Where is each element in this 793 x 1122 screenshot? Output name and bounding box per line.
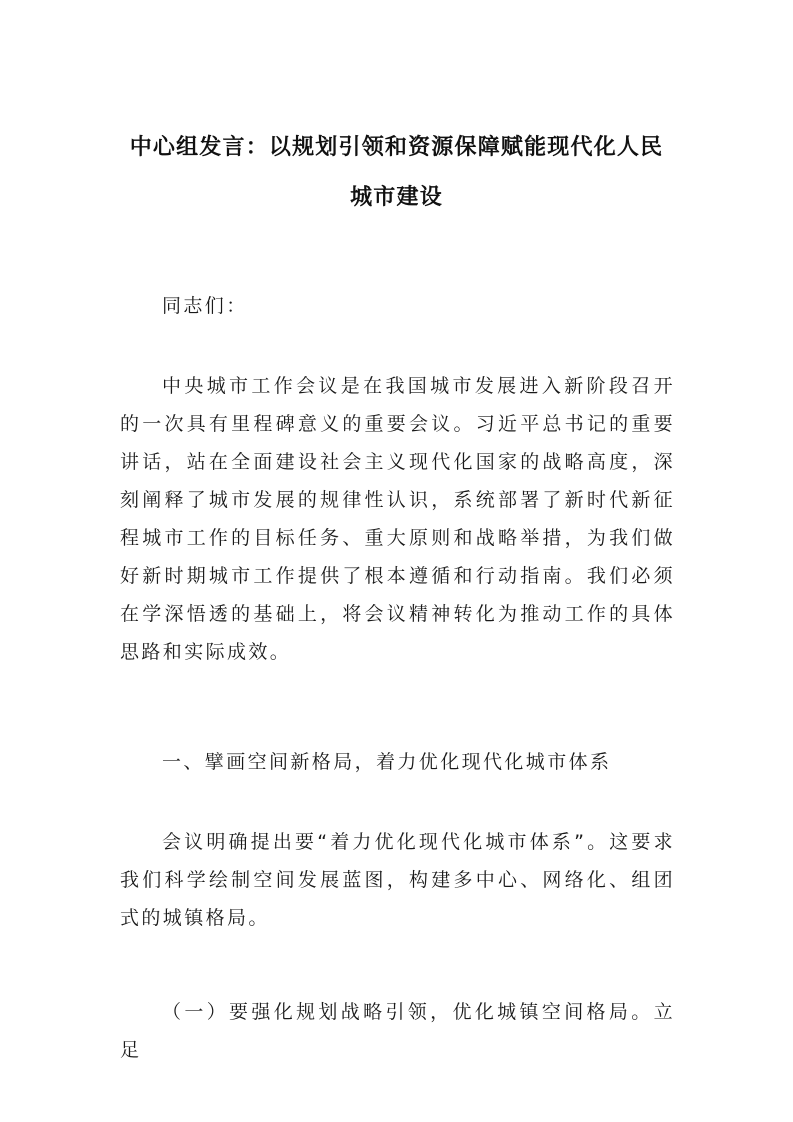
subsection-1-start: （一）要强化规划战略引领，优化城镇空间格局。立足	[120, 1001, 675, 1061]
section-1-heading: 一、擘画空间新格局，着力优化现代化城市体系	[162, 751, 612, 773]
document-title	[100, 122, 693, 222]
greeting-paragraph: 同志们：	[162, 295, 248, 317]
title-line-1: 中心组发言：以规划引领和资源保障赋能现代化人民	[129, 134, 664, 160]
title-line-2: 城市建设	[350, 184, 443, 210]
section-1-paragraph: 会议明确提出要“着力优化现代化城市体系”。这要求我们科学绘制空间发展蓝图，构建多中心、网络化、组团式的城镇格局。	[120, 831, 675, 929]
intro-paragraph: 中央城市工作会议是在我国城市发展进入新阶段召开的一次具有里程碑意义的重要会议。习近平总书记的重要讲话，站在全面建设社会主义现代化国家的战略高度，深刻阐释了城市发展的规律性认识，系统部署了新时代新征程城市工作的目标任务、重大原则和战略举措，为我们做好新时期城市工作提供了根本遵循和行动指南。我们必须在学深悟透的基础上，将会议精神转化为推动工作的具体思路和实际成效。	[120, 375, 675, 663]
